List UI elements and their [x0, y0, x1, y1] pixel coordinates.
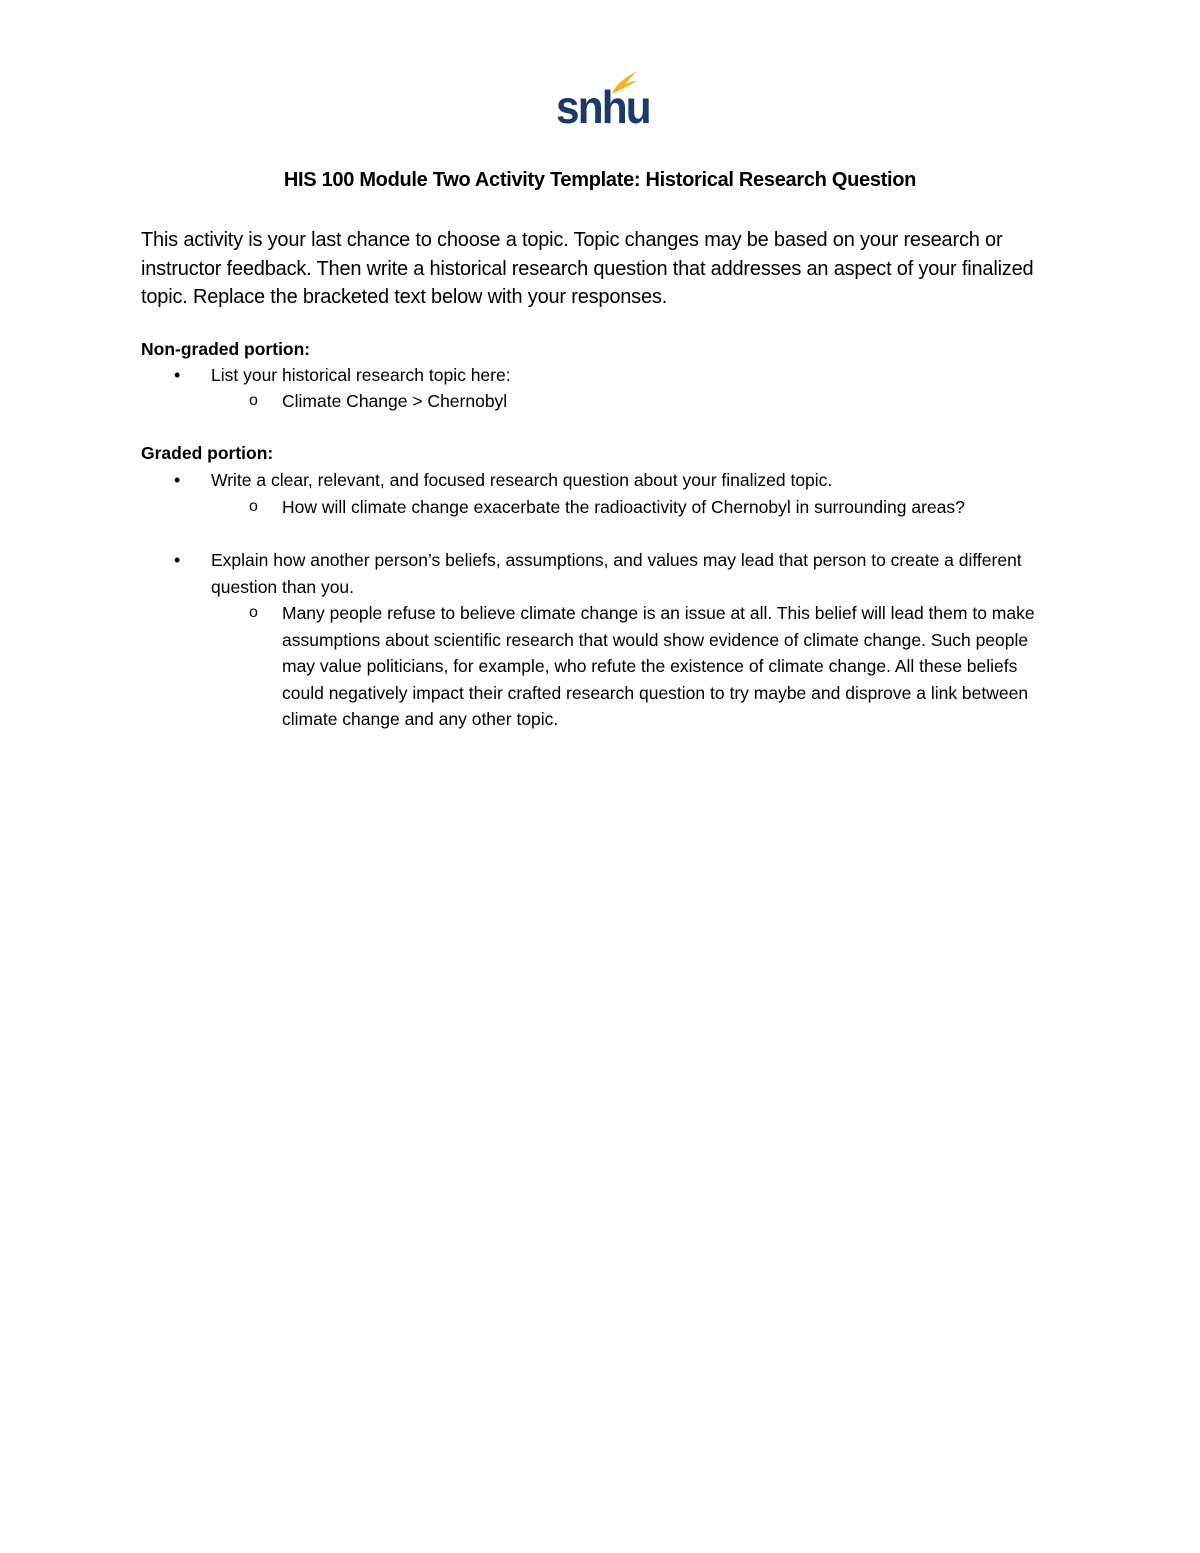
graded-prompt-2: Explain how another person’s beliefs, assumptions, and values may lead that person to create a different question than you.: [211, 550, 1022, 597]
circle-bullet-icon: o: [249, 392, 258, 409]
bullet-icon: •: [174, 550, 181, 570]
graded-answer-2: Many people refuse to believe climate change is an issue at all. This belief will lead them to make assumptions about scientific research that would show evidence of climate change. Such people may value politicians, for example, who refute the existence of climate change. All these beliefs could negatively impact their crafted research question to try maybe and disprove a link between climate change and any other topic.: [282, 603, 1035, 729]
graded-label: Graded portion:: [141, 443, 274, 463]
snhu-logo: [552, 70, 648, 136]
bullet-icon: •: [174, 470, 181, 490]
circle-bullet-icon: o: [249, 498, 258, 515]
non-graded-label: Non-graded portion:: [141, 339, 311, 359]
bullet-icon: •: [174, 365, 181, 385]
document-title: HIS 100 Module Two Activity Template: Historical Research Question: [283, 169, 917, 191]
intro-paragraph: This activity is your last chance to choose a topic. Topic changes may be based on your research or instructor feedback. Then write a historical research question that addresses an aspect of your finalized topic. Replace the bracketed text below with your responses.: [141, 229, 1034, 308]
non-graded-prompt: List your historical research topic here:: [211, 365, 511, 385]
circle-bullet-icon: o: [249, 604, 258, 621]
graded-answer-1: How will climate change exacerbate the radioactivity of Chernobyl in surrounding areas?: [282, 497, 965, 517]
graded-prompt-1: Write a clear, relevant, and focused research question about your finalized topic.: [211, 470, 833, 490]
non-graded-answer: Climate Change > Chernobyl: [282, 391, 508, 411]
logo-text: snhu: [556, 81, 650, 133]
